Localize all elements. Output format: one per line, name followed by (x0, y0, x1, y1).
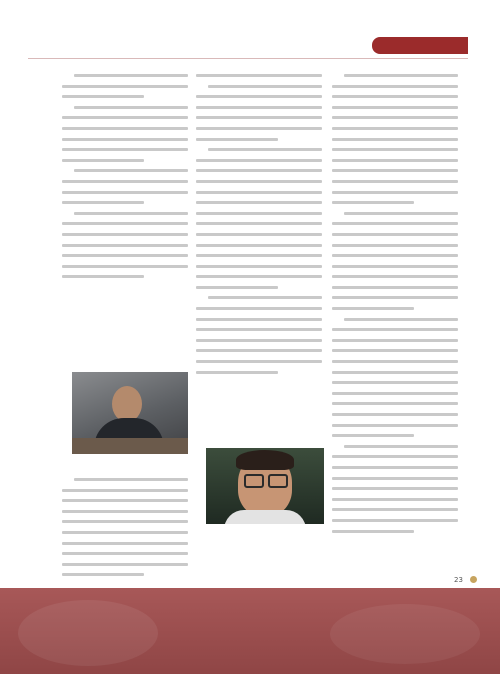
text-line (332, 187, 458, 198)
text-line (196, 271, 322, 282)
text-line (332, 155, 458, 166)
column-left (62, 70, 188, 282)
text-line (332, 271, 458, 282)
text-line (62, 240, 188, 251)
text-line (332, 165, 458, 176)
text-line (62, 229, 188, 240)
text-line (62, 569, 188, 580)
column-right (332, 70, 458, 536)
text-line (332, 218, 458, 229)
text-line (196, 134, 322, 145)
middle-photo (206, 448, 324, 524)
desk (72, 438, 188, 454)
text-line (332, 388, 458, 399)
text-line (62, 474, 188, 485)
text-line (62, 250, 188, 261)
text-line (62, 91, 188, 102)
text-line (196, 81, 322, 92)
left-pull-title (72, 298, 192, 362)
text-line (62, 506, 188, 517)
bottom-band-decoration (18, 600, 158, 666)
text-line (62, 165, 188, 176)
text-line (332, 420, 458, 431)
text-line (196, 123, 322, 134)
person-head (112, 386, 142, 422)
text-line (62, 527, 188, 538)
glasses-left (244, 474, 264, 488)
text-line (62, 559, 188, 570)
text-line (196, 197, 322, 208)
text-line (332, 483, 458, 494)
left-photo (72, 372, 188, 454)
text-line (62, 187, 188, 198)
text-line (332, 526, 458, 537)
text-line (62, 271, 188, 282)
text-line (196, 314, 322, 325)
text-lines (332, 70, 458, 536)
text-line (196, 208, 322, 219)
text-line (332, 441, 458, 452)
text-line (196, 112, 322, 123)
text-line (196, 229, 322, 240)
text-line (62, 123, 188, 134)
text-line (62, 538, 188, 549)
text-line (332, 356, 458, 367)
text-line (332, 292, 458, 303)
text-line (196, 187, 322, 198)
text-line (332, 240, 458, 251)
text-line (332, 250, 458, 261)
text-line (196, 240, 322, 251)
text-line (332, 314, 458, 325)
text-line (332, 229, 458, 240)
text-line (62, 485, 188, 496)
header-band (0, 0, 500, 28)
text-line (196, 218, 322, 229)
text-line (332, 70, 458, 81)
text-line (332, 335, 458, 346)
text-line (62, 81, 188, 92)
text-line (196, 165, 322, 176)
text-line (332, 345, 458, 356)
text-line (62, 548, 188, 559)
text-line (62, 70, 188, 81)
text-line (196, 335, 322, 346)
text-line (332, 462, 458, 473)
text-line (332, 367, 458, 378)
text-line (332, 81, 458, 92)
text-line (62, 102, 188, 113)
page-number-dot (470, 576, 477, 583)
text-line (62, 218, 188, 229)
text-line (196, 70, 322, 81)
text-line (196, 345, 322, 356)
text-line (62, 112, 188, 123)
text-line (196, 292, 322, 303)
text-line (332, 134, 458, 145)
text-line (196, 250, 322, 261)
text-line (196, 303, 322, 314)
text-line (196, 155, 322, 166)
person-collar (224, 510, 306, 524)
text-line (332, 451, 458, 462)
person-hair (236, 450, 294, 470)
page-number: 23 (454, 576, 463, 584)
text-line (196, 324, 322, 335)
left-photo-caption (72, 458, 188, 470)
text-line (332, 176, 458, 187)
text-line (196, 367, 322, 378)
text-line (332, 91, 458, 102)
text-line (332, 303, 458, 314)
section-tag (372, 37, 468, 54)
text-line (196, 91, 322, 102)
text-line (62, 144, 188, 155)
middle-photo-caption (206, 528, 324, 540)
text-line (196, 102, 322, 113)
bottom-band-decoration (330, 604, 480, 664)
column-middle (196, 70, 322, 377)
text-line (332, 197, 458, 208)
text-line (332, 282, 458, 293)
text-lines (62, 70, 188, 282)
text-line (332, 261, 458, 272)
text-lines (196, 70, 322, 377)
text-line (62, 155, 188, 166)
text-line (332, 112, 458, 123)
text-line (62, 516, 188, 527)
text-line (62, 197, 188, 208)
text-line (332, 208, 458, 219)
text-line (332, 102, 458, 113)
section-tag-label (382, 39, 462, 51)
text-line (332, 324, 458, 335)
text-line (196, 176, 322, 187)
text-lines (62, 474, 188, 580)
middle-pull-title (200, 392, 326, 446)
text-line (332, 123, 458, 134)
text-line (332, 473, 458, 484)
text-line (332, 398, 458, 409)
text-line (196, 282, 322, 293)
text-line (196, 144, 322, 155)
text-line (62, 261, 188, 272)
text-line (332, 430, 458, 441)
header-divider (28, 58, 468, 59)
text-line (196, 356, 322, 367)
text-line (62, 495, 188, 506)
text-line (332, 377, 458, 388)
column-left-continued (62, 474, 188, 580)
text-line (62, 208, 188, 219)
text-line (332, 144, 458, 155)
glasses-right (268, 474, 288, 488)
text-line (62, 134, 188, 145)
text-line (332, 409, 458, 420)
text-line (332, 515, 458, 526)
text-line (332, 504, 458, 515)
text-line (196, 261, 322, 272)
text-line (332, 494, 458, 505)
text-line (62, 176, 188, 187)
